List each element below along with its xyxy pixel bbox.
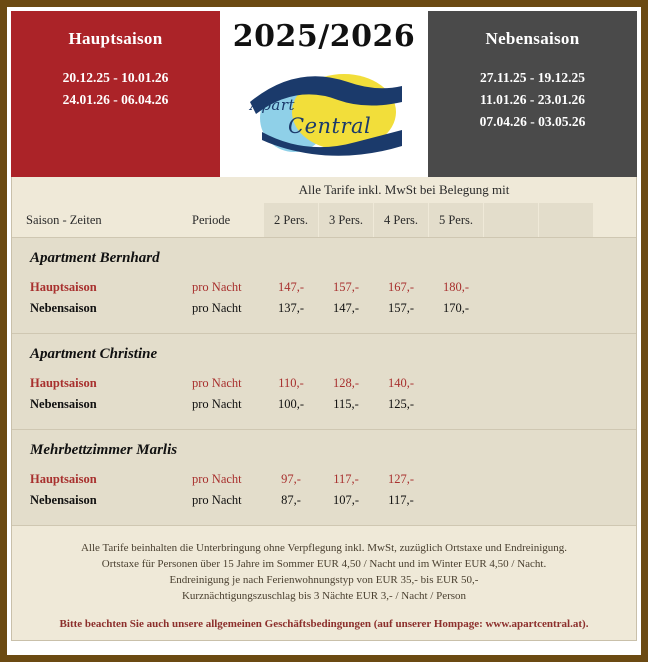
rate-price-2pers: 100,- bbox=[277, 397, 305, 411]
unit-spacer bbox=[12, 415, 636, 429]
rate-season: Nebensaison bbox=[30, 493, 97, 507]
rate-price-2pers: 97,- bbox=[281, 472, 301, 486]
rate-price-2pers: 110,- bbox=[278, 376, 304, 390]
apart-central-logo bbox=[226, 56, 422, 160]
column-header-blank-1 bbox=[484, 203, 538, 237]
hauptsaison-panel bbox=[11, 11, 220, 177]
column-header-season: Saison - Zeiten bbox=[26, 212, 102, 227]
rate-price-3pers: 147,- bbox=[332, 301, 360, 315]
unit-block bbox=[12, 429, 636, 525]
header bbox=[11, 11, 637, 177]
hauptsaison-date-2: 24.01.26 - 06.04.26 bbox=[62, 92, 169, 107]
logo-word-central: Central bbox=[288, 114, 372, 138]
column-header-4pers: 4 Pers. bbox=[374, 203, 428, 237]
unit-spacer bbox=[12, 319, 636, 333]
rate-price-4pers: 167,- bbox=[387, 280, 415, 294]
nebensaison-panel bbox=[428, 11, 637, 177]
nebensaison-date-1: 27.11.25 - 19.12.25 bbox=[479, 70, 585, 85]
rate-season: Nebensaison bbox=[30, 301, 97, 315]
rate-period: pro Nacht bbox=[192, 397, 242, 411]
rate-price-4pers: 140,- bbox=[387, 376, 415, 390]
rate-row bbox=[12, 373, 636, 394]
rate-price-5pers: 180,- bbox=[442, 280, 470, 294]
hauptsaison-title: Hauptsaison bbox=[68, 29, 163, 48]
nebensaison-date-3: 07.04.26 - 03.05.26 bbox=[479, 114, 586, 129]
rate-season: Hauptsaison bbox=[30, 376, 97, 390]
rate-row bbox=[12, 298, 636, 319]
unit-name: Apartment Bernhard bbox=[30, 250, 160, 266]
rate-price-4pers: 125,- bbox=[387, 397, 415, 411]
rate-price-2pers: 137,- bbox=[277, 301, 305, 315]
footer bbox=[12, 525, 636, 640]
column-header-5pers: 5 Pers. bbox=[429, 203, 483, 237]
nebensaison-title: Nebensaison bbox=[485, 29, 580, 48]
rate-season: Hauptsaison bbox=[30, 280, 97, 294]
season-year: 2025/2026 bbox=[232, 19, 416, 54]
footer-line-3: Endreinigung je nach Ferienwohnungstyp von EUR 35,- bis EUR 50,- bbox=[169, 574, 479, 586]
rate-period: pro Nacht bbox=[192, 376, 242, 390]
rate-price-4pers: 127,- bbox=[387, 472, 415, 486]
rate-price-3pers: 157,- bbox=[332, 280, 360, 294]
rate-period: pro Nacht bbox=[192, 493, 242, 507]
footer-line-4: Kurznächtigungszuschlag bis 3 Nächte EUR 3,- / Nacht / Person bbox=[181, 590, 467, 602]
unit-block bbox=[12, 237, 636, 333]
rate-row bbox=[12, 469, 636, 490]
rate-period: pro Nacht bbox=[192, 301, 242, 315]
occupancy-note-row bbox=[12, 177, 636, 203]
rate-row bbox=[12, 277, 636, 298]
rate-price-4pers: 157,- bbox=[387, 301, 415, 315]
footer-terms-note: Bitte beachten Sie auch unsere allgemeinen Geschäftsbedingungen (auf unserer Hompage: www.apartcentral.at). bbox=[59, 618, 589, 630]
rate-period: pro Nacht bbox=[192, 280, 242, 294]
unit-block bbox=[12, 333, 636, 429]
footer-line-2: Ortstaxe für Personen über 15 Jahre im Sommer EUR 4,50 / Nacht und im Winter EUR 4,50 / Nacht. bbox=[101, 558, 547, 570]
nebensaison-date-2: 11.01.26 - 23.01.26 bbox=[479, 92, 585, 107]
rate-price-3pers: 117,- bbox=[333, 472, 359, 486]
hauptsaison-date-1: 20.12.25 - 10.01.26 bbox=[62, 70, 169, 85]
logo-word-apart: Apart bbox=[250, 96, 296, 114]
column-header-2pers: 2 Pers. bbox=[264, 203, 318, 237]
price-table bbox=[11, 177, 637, 641]
rate-price-3pers: 107,- bbox=[332, 493, 360, 507]
rate-price-5pers: 170,- bbox=[442, 301, 470, 315]
column-header-blank-2 bbox=[539, 203, 593, 237]
rate-price-3pers: 115,- bbox=[333, 397, 359, 411]
unit-name: Apartment Christine bbox=[30, 346, 158, 362]
rate-season: Hauptsaison bbox=[30, 472, 97, 486]
rate-row bbox=[12, 490, 636, 511]
unit-name: Mehrbettzimmer Marlis bbox=[30, 442, 178, 458]
logo-panel bbox=[220, 11, 428, 177]
unit-spacer bbox=[12, 511, 636, 525]
footer-line-1: Alle Tarife beinhalten die Unterbringung ohne Verpflegung inkl. MwSt, zuzüglich Ortstaxe und Endreinigung. bbox=[80, 542, 568, 554]
column-header-period: Periode bbox=[192, 212, 231, 227]
rate-price-2pers: 147,- bbox=[277, 280, 305, 294]
rate-price-3pers: 128,- bbox=[332, 376, 360, 390]
occupancy-note: Alle Tarife inkl. MwSt bei Belegung mit bbox=[298, 182, 510, 197]
page-inner bbox=[7, 7, 641, 655]
rate-price-2pers: 87,- bbox=[281, 493, 301, 507]
rate-season: Nebensaison bbox=[30, 397, 97, 411]
column-header-3pers: 3 Pers. bbox=[319, 203, 373, 237]
table-column-headers bbox=[12, 203, 636, 237]
rate-price-4pers: 117,- bbox=[388, 493, 414, 507]
rate-period: pro Nacht bbox=[192, 472, 242, 486]
rate-row bbox=[12, 394, 636, 415]
